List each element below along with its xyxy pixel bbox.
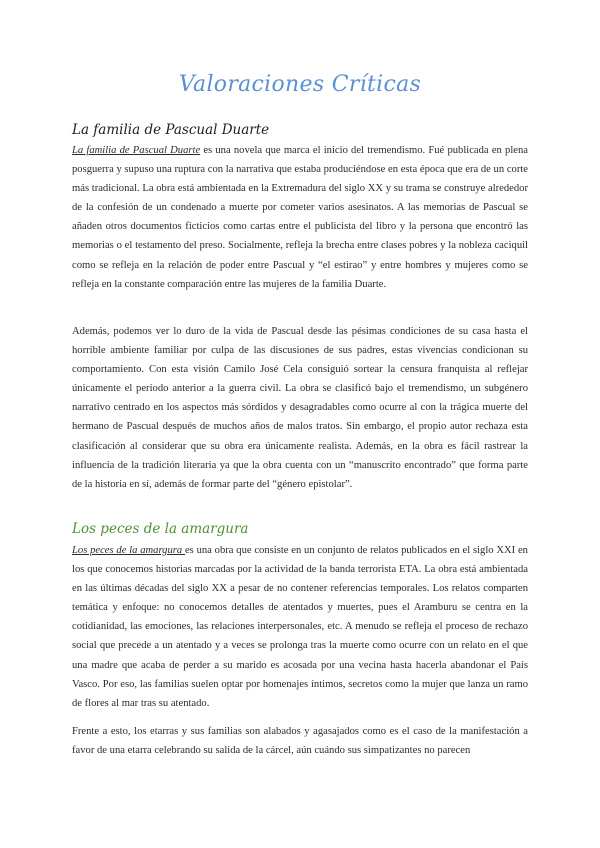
paragraph-peces-1-text: es una obra que consiste en un conjunto de relatos publicados en el siglo XXI en los que conocemos historias marcadas por la actividad de la banda terrorista ETA. La obra está ambientada en las últimas décadas del siglo XX a pesar de no contener referencias temporales. Los relatos comparten temática y enfoque: no conocemos detalles de atentados y muertes, pues el Aramburu se centra en la cotidianidad, las emociones, las relaciones interpersonales, etc. A menudo se refleja el proceso de rechazo social que precede a un atentado y a veces se prolonga tras la muerte como ocurre con un relato en el que una madre que acaba de perder a su marido es acosada por una vecina hasta hacerla abandonar el País Vasco. Por eso, las familias suelen optar por homenajes íntimos, secretos como la mujer que lanza un ramo de flores al mar tras su atentado.	[72, 545, 528, 709]
paragraph-peces-1	[72, 541, 528, 713]
paragraph-peces-2: Frente a esto, los etarras y sus familias son alabados y agasajados como es el caso de la manifestación a favor de una etarra celebrando su salida de la cárcel, aún cuándo sus simpatizantes no parecen	[72, 726, 528, 757]
section-heading-pascual-duarte: La familia de Pascual Duarte	[72, 122, 270, 138]
book-title-pascual-duarte: La familia de Pascual Duarte	[72, 145, 201, 156]
paragraph-pascual-1-text: es una novela que marca el inicio del tremendismo. Fué publicada en plena posguerra y supuso una ruptura con la narrativa que estaba produciéndose en esta época que era de un corte más tradicional. La obra está ambientada en la Extremadura del siglo XX y su trama se construye alrededor de la confesión de un condenado a muerte por cometer varios asesinatos. A las memorias de Pascual se añaden otros documentos ficticios como cartas entre el publicista del libro y la persona que encontró las memorias o el testamento del preso. Socialmente, refleja la brecha entre clases pobres y la nobleza caciquil como se refleja en la relación de poder entre Pascual y “el estirao” y entre hombres y mujeres como se refleja en la constante comparación entre las mujeres de la familia Duarte.	[72, 145, 528, 290]
page-title: Valoraciones Críticas	[178, 72, 422, 97]
book-title-peces-amargura: Los peces de la amargura	[72, 545, 185, 556]
section-heading-peces-amargura: Los peces de la amargura	[72, 521, 249, 537]
paragraph-pascual-1	[72, 141, 528, 294]
paragraph-pascual-2: Además, podemos ver lo duro de la vida de Pascual desde las pésimas condiciones de su casa hasta el horrible ambiente familiar por culpa de las discusiones de sus padres, estas vivencias condicionan su comportamiento. Con esta visión Camilo José Cela consiguió sortear la censura franquista al reflejar únicamente el periodo anterior a la guerra civil. La obra se clasificó bajo el tremendismo, un subgénero narrativo centrado en los aspectos más sórdidos y desagradables como ocurre al con la trágica muerte del hermano de Pascual después de muchos años de malos tratos. Sin embargo, el propio autor rechaza esta clasificación al considerar que su obra era únicamente realista. Además, en la obra es fácil rastrear la influencia de la tradición literaria ya que la obra cuenta con un “manuscrito encontrado” que forma parte de la historia en sí, además de formar parte del “género epistolar”.	[72, 326, 528, 490]
